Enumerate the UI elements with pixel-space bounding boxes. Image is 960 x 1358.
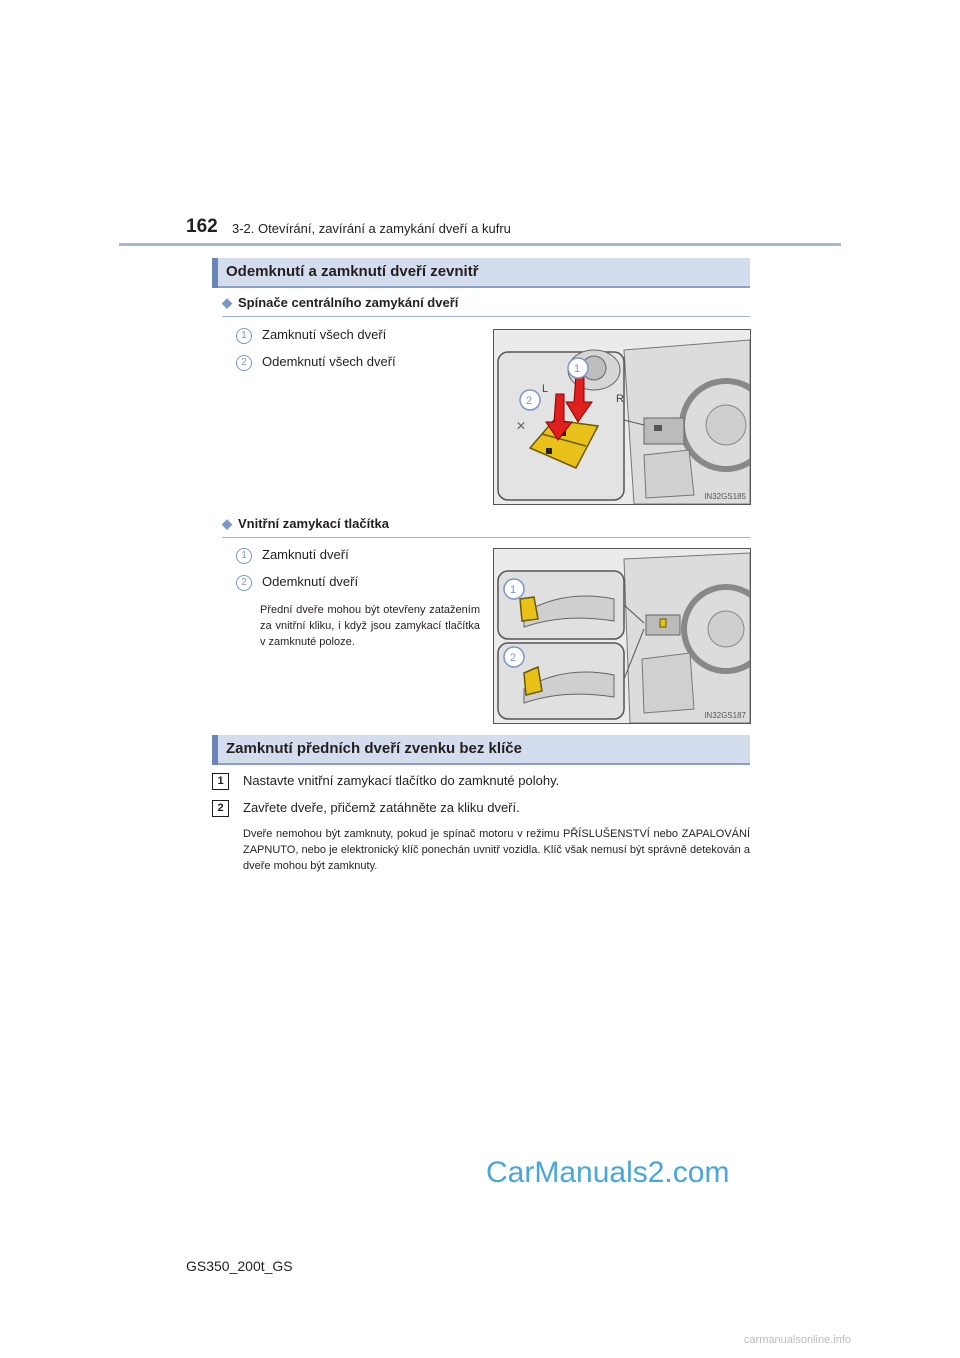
step-item xyxy=(212,773,559,790)
chapter-title: 3-2. Otevírání, zavírání a zamykání dveří a kufru xyxy=(232,221,511,236)
note-text: Přední dveře mohou být otevřeny zatažením za vnitřní kliku, i když jsou zamykací tlačítka v zamknuté poloze. xyxy=(260,604,480,648)
number-circle: 2 xyxy=(236,575,252,591)
svg-text:1: 1 xyxy=(510,584,517,596)
inner-lock-button-illustration xyxy=(494,549,750,723)
step-number: 1 xyxy=(212,773,229,790)
list-item xyxy=(236,327,386,344)
list-item xyxy=(236,574,358,591)
svg-text:✕: ✕ xyxy=(516,419,527,433)
figure-inner-lock-buttons xyxy=(493,548,751,724)
step-item xyxy=(212,800,520,817)
diamond-icon: ◆ xyxy=(222,295,232,310)
page-number: 162 xyxy=(186,216,218,237)
svg-text:1: 1 xyxy=(574,363,581,375)
item-text: Zamknutí všech dveří xyxy=(262,327,387,342)
svg-text:L: L xyxy=(542,383,549,395)
watermark-url: carmanualsonline.info xyxy=(744,1334,852,1346)
subheading-rule xyxy=(222,537,750,538)
central-lock-switch-illustration xyxy=(494,330,750,504)
subheading-central-lock xyxy=(222,295,458,311)
section-bar-outside xyxy=(212,735,750,765)
section-title: Zamknutí předních dveří zvenku bez klíče xyxy=(226,740,522,757)
step-text: Zavřete dveře, přičemž zatáhněte za kliku dveří. xyxy=(243,800,520,815)
item-text: Odemknutí dveří xyxy=(262,574,359,589)
section-bar-inside xyxy=(212,258,750,288)
step-number: 2 xyxy=(212,800,229,817)
step-text: Nastavte vnitřní zamykací tlačítko do zamknuté polohy. xyxy=(243,773,560,788)
header-rule xyxy=(119,243,841,246)
list-item xyxy=(236,354,396,371)
figure-central-lock-switch xyxy=(493,329,751,505)
document-code: GS350_200t_GS xyxy=(186,1258,293,1274)
number-circle: 1 xyxy=(236,328,252,344)
list-item xyxy=(236,547,349,564)
svg-text:R: R xyxy=(616,393,624,405)
item-text: Zamknutí dveří xyxy=(262,547,349,562)
number-circle: 2 xyxy=(236,355,252,371)
figure-code: IN32GS185 xyxy=(704,492,746,501)
subheading-text: Spínače centrálního zamykání dveří xyxy=(238,295,459,310)
watermark-logo: CarManuals2.com xyxy=(486,1156,730,1189)
diamond-icon: ◆ xyxy=(222,516,232,531)
svg-text:2: 2 xyxy=(510,652,517,664)
svg-text:2: 2 xyxy=(526,395,533,407)
figure-code: IN32GS187 xyxy=(704,711,746,720)
subheading-text: Vnitřní zamykací tlačítka xyxy=(238,516,390,531)
item-text: Odemknutí všech dveří xyxy=(262,354,396,369)
subheading-rule xyxy=(222,316,750,317)
number-circle: 1 xyxy=(236,548,252,564)
section-title: Odemknutí a zamknutí dveří zevnitř xyxy=(226,263,479,280)
subheading-inner-buttons xyxy=(222,516,389,532)
note-text: Dveře nemohou být zamknuty, pokud je spínač motoru v režimu PŘÍSLUŠENSTVÍ nebo ZAPALOVÁNÍ ZAPNUTO, nebo je elektronický klíč ponechán uvnitř vozidla. Klíč však nemusí být správně detekován a dveře mohou být zamknuty. xyxy=(243,828,750,872)
